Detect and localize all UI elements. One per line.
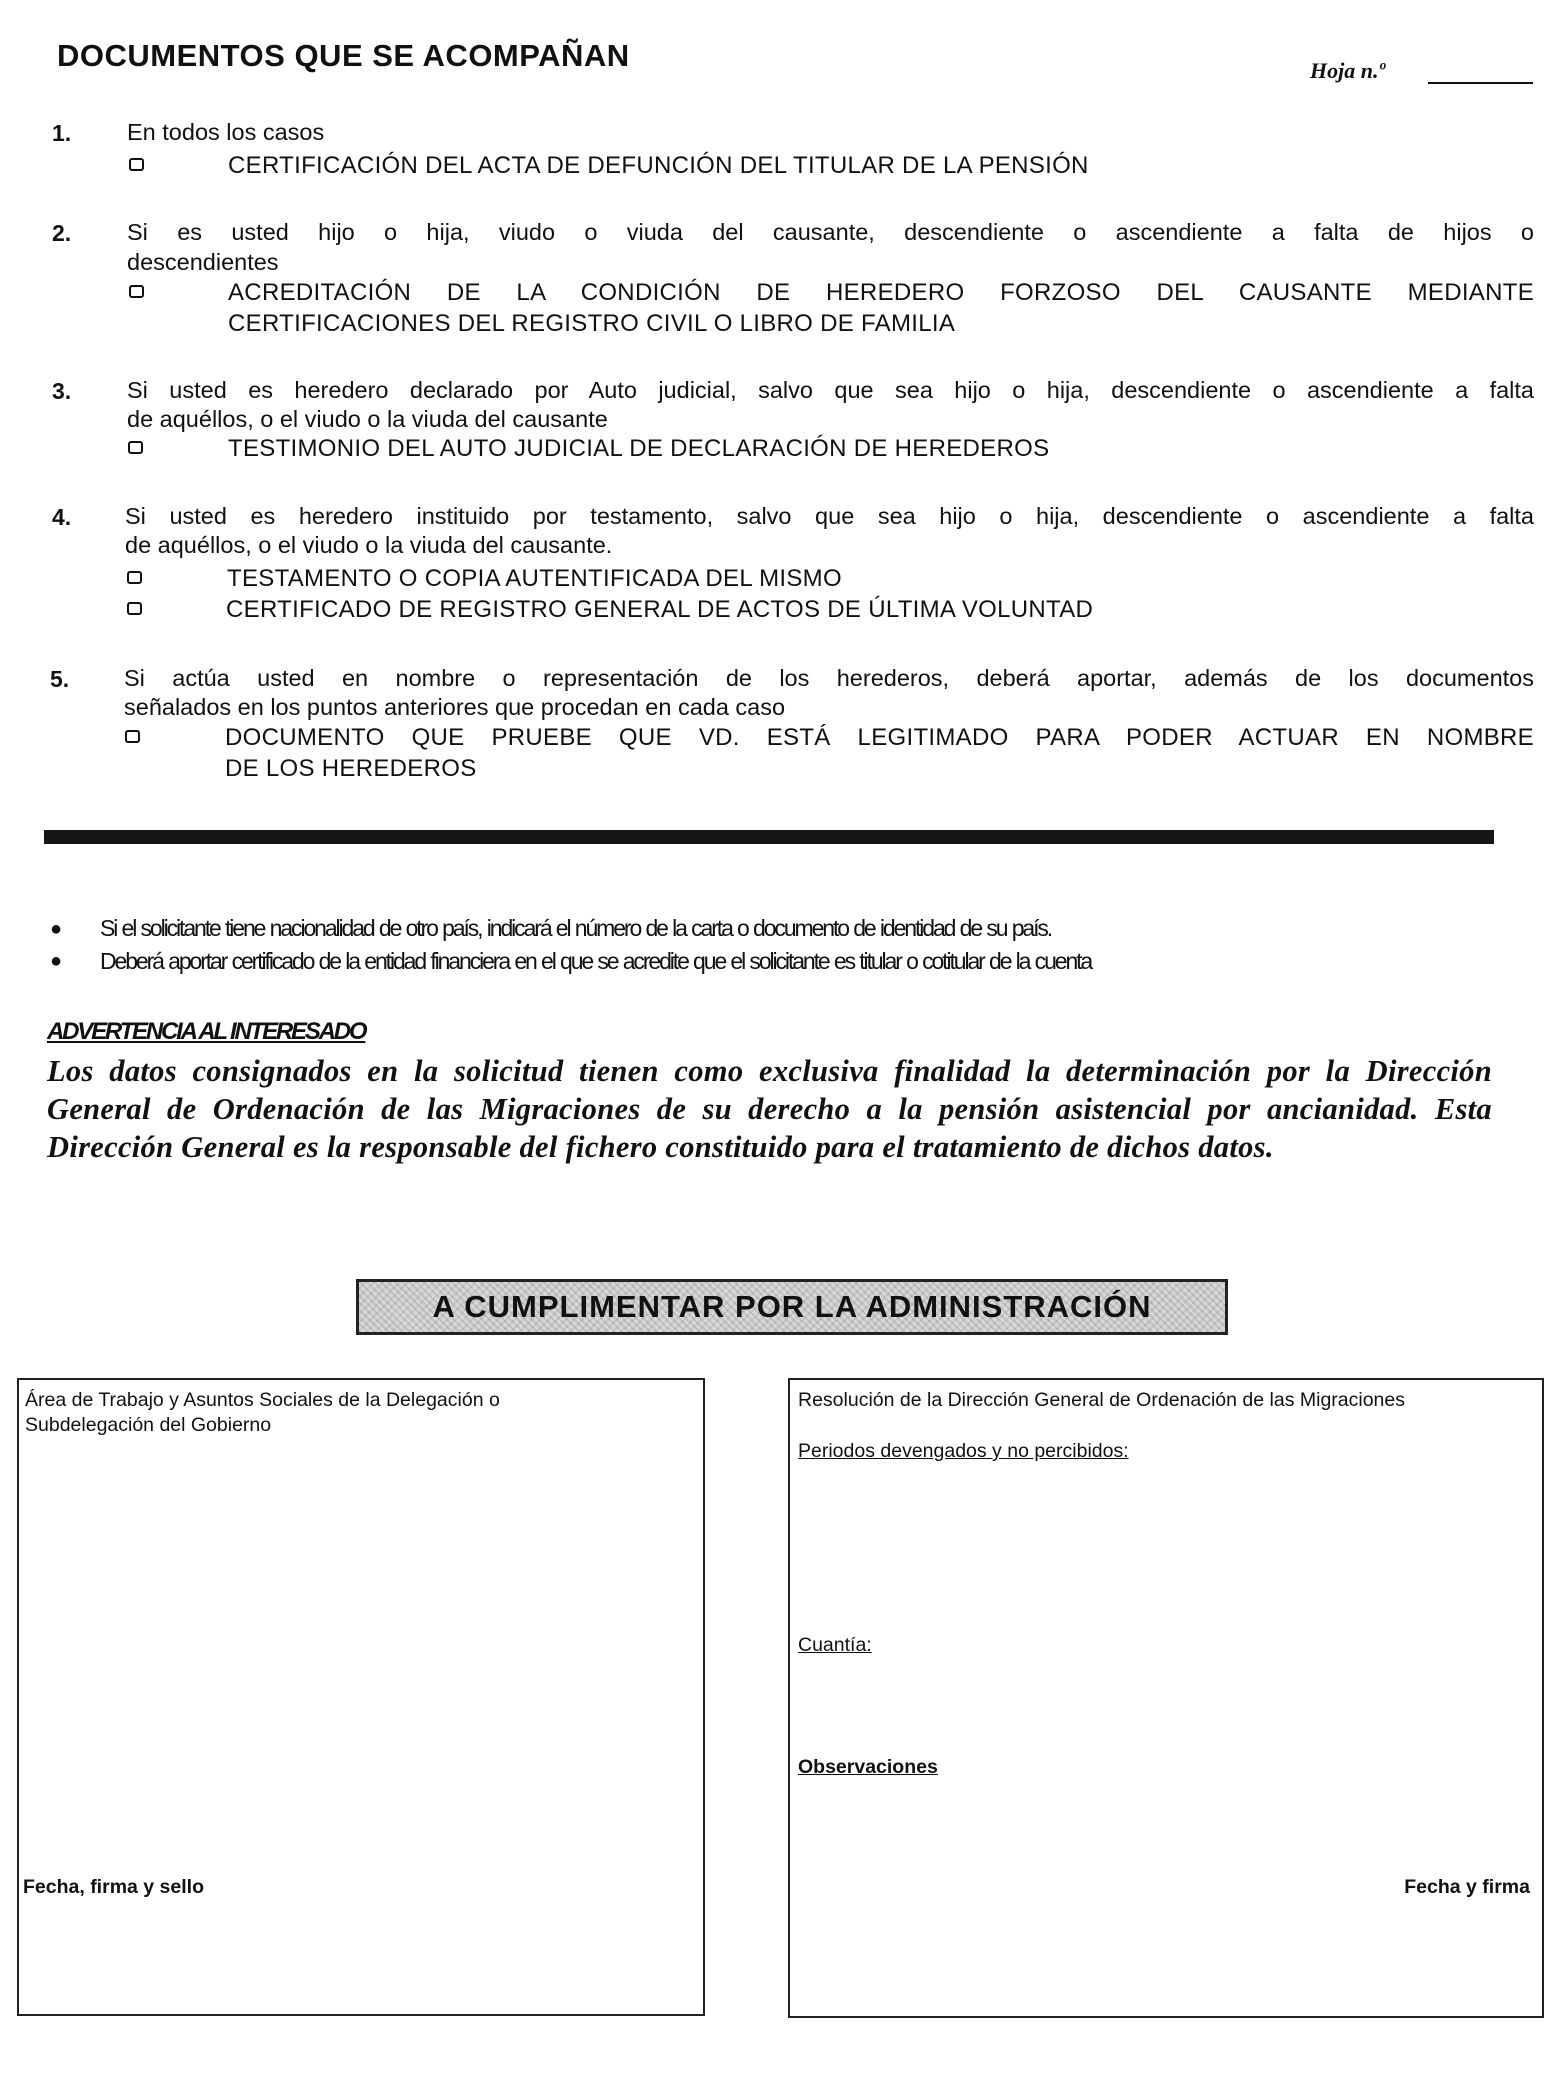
item-2-option-1-checkbox[interactable] — [129, 285, 144, 298]
note-1-text: Si el solicitante tiene nacionalidad de otro país, indicará el número de la carta o documento de identidad de su país. — [100, 915, 1052, 941]
item-2-number: 2. — [52, 220, 72, 246]
delegation-panel-title-line-1: Área de Trabajo y Asuntos Sociales de la Delegación o — [25, 1389, 500, 1411]
item-4-option-2-checkbox[interactable] — [127, 602, 142, 615]
item-3-option-1-checkbox[interactable] — [128, 441, 143, 454]
page-title: DOCUMENTOS QUE SE ACOMPAÑAN — [57, 38, 630, 73]
resolution-panel-footer: Fecha y firma — [1404, 1876, 1530, 1898]
item-2-text-line-2: descendientes — [127, 249, 279, 275]
delegation-panel-footer: Fecha, firma y sello — [23, 1876, 204, 1898]
sheet-number-label: Hoja n.º — [1310, 58, 1386, 83]
observations-label: Observaciones — [798, 1756, 938, 1778]
item-2-text-line-1: Si es usted hijo o hija, viudo o viuda del causante, descendiente o ascendiente a falta de hijos o — [127, 219, 1534, 245]
sheet-number-field[interactable] — [1428, 82, 1533, 84]
item-2-option-1-label-cont: CERTIFICACIONES DEL REGISTRO CIVIL O LIBRO DE FAMILIA — [228, 310, 956, 337]
periods-label: Periodos devengados y no percibidos: — [798, 1440, 1129, 1462]
item-4-option-1-checkbox[interactable] — [127, 571, 142, 584]
item-4-option-1-label: TESTAMENTO O COPIA AUTENTIFICADA DEL MISMO — [227, 565, 842, 592]
item-4-option-2-label: CERTIFICADO DE REGISTRO GENERAL DE ACTOS DE ÚLTIMA VOLUNTAD — [226, 596, 1094, 623]
admin-section-banner — [356, 1279, 1228, 1335]
item-2-option-1-label: ACREDITACIÓN DE LA CONDICIÓN DE HEREDERO FORZOSO DEL CAUSANTE MEDIANTE — [228, 279, 1534, 306]
item-1-option-1-label: CERTIFICACIÓN DEL ACTA DE DEFUNCIÓN DEL TITULAR DE LA PENSIÓN — [228, 152, 1089, 179]
item-5-number: 5. — [50, 666, 70, 692]
warning-body: Los datos consignados en la solicitud tienen como exclusiva finalidad la determinación por la Dirección General de Ordenación de las Migraciones de su derecho a la pensión asistencial por ancianidad. Esta Dirección General es la responsable del fichero constituido para el tratamiento de dichos datos. — [47, 1054, 1492, 1164]
item-5-option-1-checkbox[interactable] — [125, 730, 140, 743]
admin-section-banner-label: A CUMPLIMENTAR POR LA ADMINISTRACIÓN — [432, 1289, 1152, 1324]
item-3-number: 3. — [52, 378, 72, 404]
item-3-option-1-label: TESTIMONIO DEL AUTO JUDICIAL DE DECLARACIÓN DE HEREDEROS — [228, 435, 1050, 462]
item-5-text-line-2: señalados en los puntos anteriores que procedan en cada caso — [124, 694, 786, 720]
item-1-text: En todos los casos — [127, 119, 325, 145]
item-5-option-1-label-cont: DE LOS HEREDEROS — [225, 755, 477, 782]
resolution-panel-title: Resolución de la Dirección General de Ordenación de las Migraciones — [798, 1389, 1405, 1411]
note-2-bullet: ● — [50, 950, 63, 972]
amount-label: Cuantía: — [798, 1634, 872, 1656]
item-5-text-line-1: Si actúa usted en nombre o representación de los herederos, deberá aportar, además de los documentos — [124, 665, 1534, 691]
warning-title: ADVERTENCIA AL INTERESADO — [47, 1018, 366, 1045]
note-1-bullet: ● — [50, 918, 63, 940]
item-3-text-line-1: Si usted es heredero declarado por Auto judicial, salvo que sea hijo o hija, descendiente o ascendiente a falta — [127, 377, 1534, 403]
delegation-panel[interactable] — [17, 1378, 705, 2016]
note-2-text: Deberá aportar certificado de la entidad financiera en el que se acredite que el solicitante es titular o cotitular de la cuenta — [100, 948, 1092, 974]
resolution-panel[interactable] — [788, 1378, 1544, 2018]
item-5-option-1-label: DOCUMENTO QUE PRUEBE QUE VD. ESTÁ LEGITIMADO PARA PODER ACTUAR EN NOMBRE — [225, 724, 1534, 751]
delegation-panel-title-line-2: Subdelegación del Gobierno — [25, 1414, 272, 1436]
section-divider — [44, 830, 1494, 844]
item-4-text-line-1: Si usted es heredero instituido por testamento, salvo que sea hijo o hija, descendiente o ascendiente a falta — [125, 503, 1534, 529]
item-3-text-line-2: de aquéllos, o el viudo o la viuda del causante — [127, 406, 608, 432]
item-4-text-line-2: de aquéllos, o el viudo o la viuda del causante. — [125, 532, 613, 558]
item-4-number: 4. — [52, 504, 72, 530]
item-1-number: 1. — [52, 120, 72, 146]
item-1-option-1-checkbox[interactable] — [129, 158, 144, 171]
